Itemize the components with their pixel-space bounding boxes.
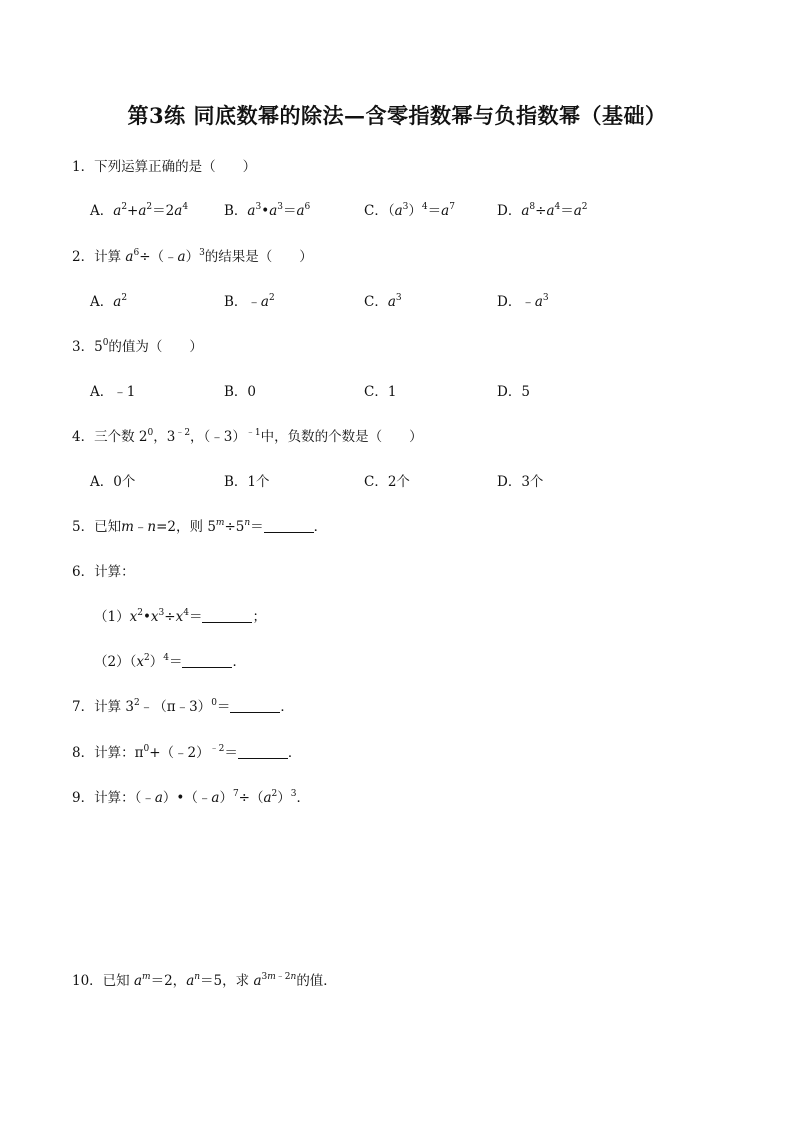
question-1-stem: 1．下列运算正确的是（ ） bbox=[72, 159, 257, 175]
question-6-stem: 6．计算： bbox=[72, 564, 135, 580]
question-8: 8．计算：$\pi^0+(﹣2)^{﹣2}=$ ． bbox=[72, 744, 302, 761]
answer-blank bbox=[238, 745, 288, 759]
question-1-option-c: C．$(a^3)^4=a^7$ bbox=[364, 202, 455, 219]
question-2-option-b: B．$﹣a^2$ bbox=[224, 293, 275, 310]
question-3-option-c: C．1 bbox=[364, 384, 397, 400]
question-4-option-b: B．1个 bbox=[224, 474, 270, 490]
question-2-option-c: C．$a^3$ bbox=[364, 293, 402, 310]
question-2-option-d: D．$﹣a^3$ bbox=[497, 293, 549, 310]
question-4-option-d: D．3个 bbox=[497, 474, 544, 490]
question-1-option-b: B．$a^3•a^3=a^6$ bbox=[224, 202, 311, 219]
question-6-part-1: $(1)x^2•x^3\div x^4=$ ； bbox=[94, 608, 266, 625]
question-3-option-d: D．5 bbox=[497, 384, 530, 400]
question-4-stem: 4．三个数 $2^0$，$3^{﹣2}$，（﹣3）$^{﹣1}$中，负数的个数是（ ） bbox=[72, 428, 423, 445]
question-1-option-d: D．$a^8\div a^4=a^2$ bbox=[497, 202, 588, 219]
question-3-option-b: B．0 bbox=[224, 384, 257, 400]
question-3-stem: 3．$5^0$的值为（ ） bbox=[72, 338, 203, 355]
question-2-stem: 2．计算 $a^6\div(﹣a)^3$的结果是（ ） bbox=[72, 248, 313, 265]
question-2-option-a: A．$a^2$ bbox=[90, 293, 128, 310]
question-3-option-a: A．﹣1 bbox=[90, 384, 136, 400]
question-10: 10．已知 $a^m=2$，$a^n=5$，求 $a^{3m﹣2n}$的值． bbox=[72, 972, 337, 989]
question-7: 7．计算 $3^2﹣(\pi﹣3)^0=$ ． bbox=[72, 698, 294, 715]
page-title: 第3练 同底数幂的除法—含零指数幂与负指数幂（基础） bbox=[127, 103, 667, 128]
question-1-option-a: A．$a^2+a^2=2a^4$ bbox=[90, 202, 189, 219]
question-5: 5．已知m﹣n=2，则 $5^m\div 5^n=$ ． bbox=[72, 518, 328, 535]
answer-blank bbox=[182, 654, 232, 668]
question-4-option-a: A．0个 bbox=[90, 474, 136, 490]
answer-blank bbox=[202, 609, 252, 623]
question-6-part-2: $(2)(x^2)^4=$ ． bbox=[94, 653, 246, 670]
answer-blank bbox=[230, 699, 280, 713]
answer-blank bbox=[264, 519, 314, 533]
question-4-option-c: C．2个 bbox=[364, 474, 410, 490]
question-9: 9．计算：$(﹣a)•(﹣a)^7\div(a^2)^3$． bbox=[72, 789, 311, 806]
